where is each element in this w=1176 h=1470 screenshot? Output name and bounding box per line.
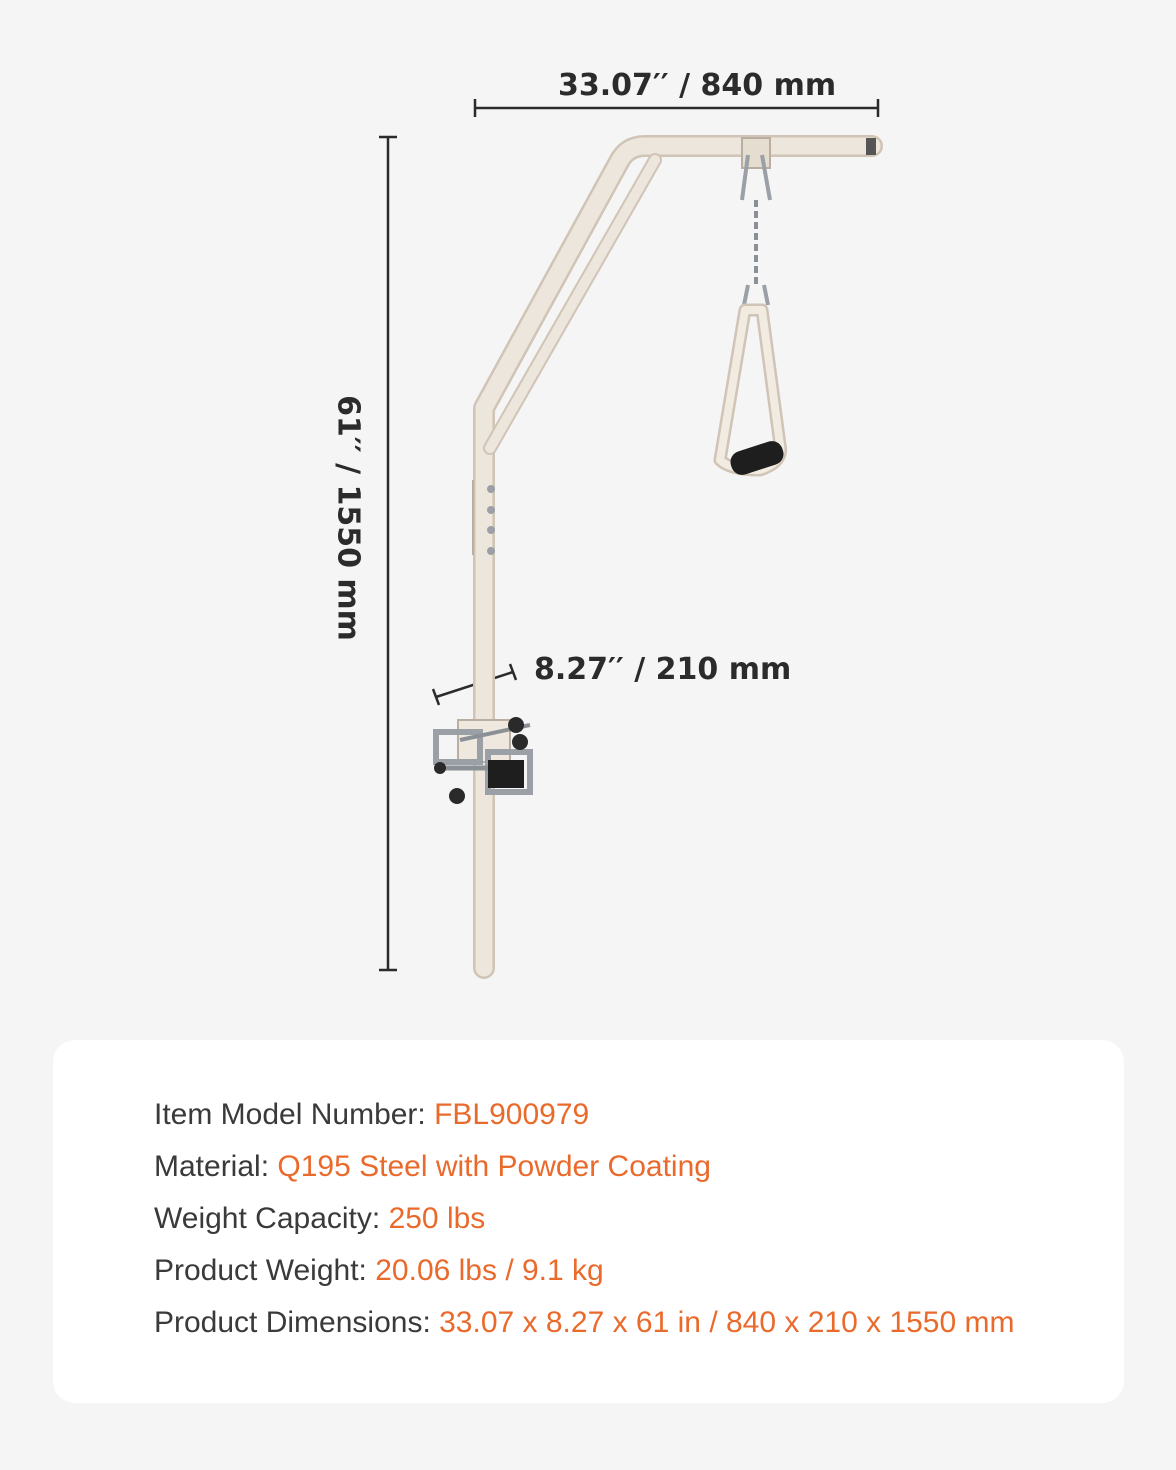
spec-row-material: [154, 1150, 711, 1184]
spec-label: Product Dimensions:: [154, 1306, 440, 1339]
chain-hanger: [742, 138, 770, 305]
trapeze-frame: [484, 138, 876, 968]
spec-label: Item Model Number:: [154, 1098, 435, 1131]
spec-row-model-number: [154, 1098, 589, 1132]
trapeze-handle: [720, 310, 786, 478]
spec-row-product-weight: [154, 1254, 604, 1288]
spec-card: [53, 1040, 1124, 1403]
width-dimension-label: 33.07′′ / 840 mm: [558, 68, 837, 103]
spec-value: 20.06 lbs / 9.1 kg: [375, 1254, 604, 1287]
spec-value: FBL900979: [434, 1098, 590, 1131]
height-dimension-label: 61′′ / 1550 mm: [330, 395, 366, 641]
spec-value: 250 lbs: [388, 1202, 486, 1235]
spec-value: 33.07 x 8.27 x 61 in / 840 x 210 x 1550 mm: [439, 1306, 1015, 1339]
spec-row-weight-capacity: [154, 1202, 485, 1236]
spec-row-product-dimensions: [154, 1306, 1015, 1340]
spec-label: Product Weight:: [154, 1254, 376, 1287]
spec-label: Material:: [154, 1150, 278, 1183]
spec-label: Weight Capacity:: [154, 1202, 389, 1235]
depth-dimension-label: 8.27′′ / 210 mm: [534, 652, 792, 687]
height-dimension-line: [379, 137, 397, 970]
spec-value: Q195 Steel with Powder Coating: [277, 1150, 711, 1183]
